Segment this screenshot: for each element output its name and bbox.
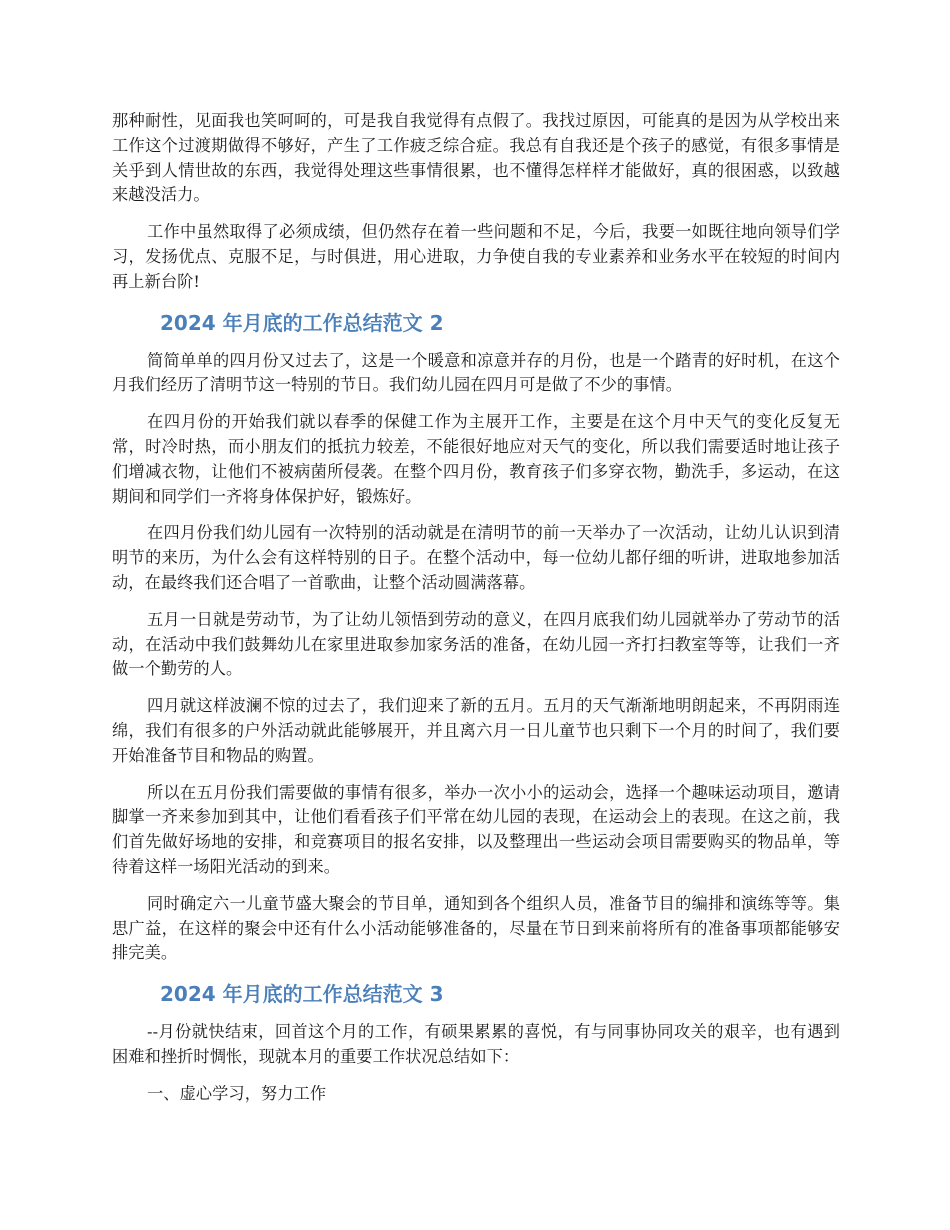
paragraph: --月份就快结束，回首这个月的工作，有硕果累累的喜悦，有与同事协同攻关的艰辛，也有遇到困难和挫折时惆怅，现就本月的重要工作状况总结如下： [112,1022,840,1066]
paragraph: 在四月份的开始我们就以春季的保健工作为主展开工作，主要是在这个月中天气的变化反复无常，时冷时热，而小朋友们的抵抗力较差，不能很好地应对天气的变化，所以我们需要适时地让孩子们增减衣物，让他们不被病菌所侵袭。在整个四月份，教育孩子们多穿衣物，勤洗手，多运动，在这期间和同学们一齐将身体保护好，锻炼好。 [112,412,840,506]
document-page [112,109,840,1119]
paragraph: 在四月份我们幼儿园有一次特别的活动就是在清明节的前一天举办了一次活动，让幼儿认识到清明节的来历，为什么会有这样特别的日子。在整个活动中，每一位幼儿都仔细的听讲，进取地参加活动，在最终我们还合唱了一首歌曲，让整个活动圆满落幕。 [112,523,840,592]
paragraph: 那种耐性，见面我也笑呵呵的，可是我自我觉得有点假了。我找过原因，可能真的是因为从学校出来工作这个过渡期做得不够好，产生了工作疲乏综合症。我总有自我还是个孩子的感觉，有很多事情是关乎到人情世故的东西，我觉得处理这些事情很累，也不懂得怎样样才能做好，真的很困惑，以致越来越没活力。 [112,111,840,205]
paragraph: 五月一日就是劳动节，为了让幼儿领悟到劳动的意义，在四月底我们幼儿园就举办了劳动节的活动，在活动中我们鼓舞幼儿在家里进取参加家务活的准备，在幼儿园一齐打扫教室等等，让我们一齐做一个勤劳的人。 [112,609,840,679]
paragraph: 四月就这样波澜不惊的过去了，我们迎来了新的五月。五月的天气渐渐地明朗起来，不再阴雨连绵，我们有很多的户外活动就此能够展开，并且离六月一日儿童节也只剩下一个月的时间了，我们要开始准备节目和物品的购置。 [112,696,840,765]
paragraph: 一、虚心学习，努力工作 [147,1083,327,1103]
paragraph: 简简单单的四月份又过去了，这是一个暖意和凉意并存的月份，也是一个踏青的好时机，在这个月我们经历了清明节这一特别的节日。我们幼儿园在四月可是做了不少的事情。 [112,350,840,395]
paragraph: 工作中虽然取得了必须成绩，但仍然存在着一些问题和不足，今后，我要一如既往地向领导们学习，发扬优点、克服不足，与时俱进，用心进取，力争使自我的专业素养和业务水平在较短的时间内再上新台阶! [112,222,840,291]
paragraph: 同时确定六一儿童节盛大聚会的节目单，通知到各个组织人员，准备节目的编排和演练等等。集思广益，在这样的聚会中还有什么小活动能够准备的，尽量在节日到来前将所有的准备事项都能够安排完美。 [112,893,840,963]
section-heading: 2024 年月底的工作总结范文 2 [160,310,444,335]
section-heading: 2024 年月底的工作总结范文 3 [160,982,444,1007]
paragraph: 所以在五月份我们需要做的事情有很多，举办一次小小的运动会，选择一个趣味运动项目，邀请脚掌一齐来参加到其中，让他们看看孩子们平常在幼儿园的表现，在运动会上的表现。在这之前，我们首先做好场地的安排，和竞赛项目的报名安排，以及整理出一些运动会项目需要购买的物品单，等待着这样一场阳光活动的到来。 [112,782,840,876]
